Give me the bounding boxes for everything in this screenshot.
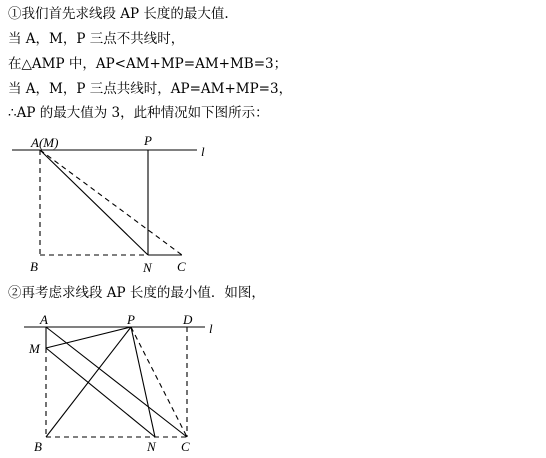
label-M: M [29, 341, 40, 356]
label-D: D [183, 312, 193, 327]
segment-AN [40, 150, 148, 255]
label-P: P [144, 133, 152, 148]
figure-min [0, 306, 546, 458]
text-line-6: ②再考虑求线段 AP 长度的最小值．如图， [8, 285, 265, 301]
segment-AC [40, 150, 182, 255]
label-A: A [40, 312, 48, 327]
text-line-1: ①我们首先求线段 AP 长度的最大值. [8, 6, 229, 22]
label-C: C [177, 259, 186, 274]
segment-AC [46, 327, 187, 437]
figure-max [0, 128, 546, 278]
text-line-5: ∴AP 的最大值为 3，此种情况如下图所示： [8, 105, 269, 121]
text-line-4: 当 A，M，P 三点共线时，AP=AM+MP=3， [8, 81, 293, 97]
label-N: N [147, 439, 156, 454]
segment-PC [131, 327, 187, 437]
label-N: N [143, 260, 152, 275]
label-AM: A(M) [31, 135, 59, 150]
label-C: C [181, 439, 190, 454]
text-line-3: 在△AMP 中，AP<AM+MP=AM+MB=3； [8, 56, 288, 72]
label-l: l [201, 144, 205, 159]
label-l: l [209, 321, 213, 336]
label-B: B [30, 259, 38, 274]
label-P: P [127, 312, 135, 327]
text-line-2: 当 A，M，P 三点不共线时， [8, 31, 185, 47]
label-B: B [34, 439, 42, 454]
